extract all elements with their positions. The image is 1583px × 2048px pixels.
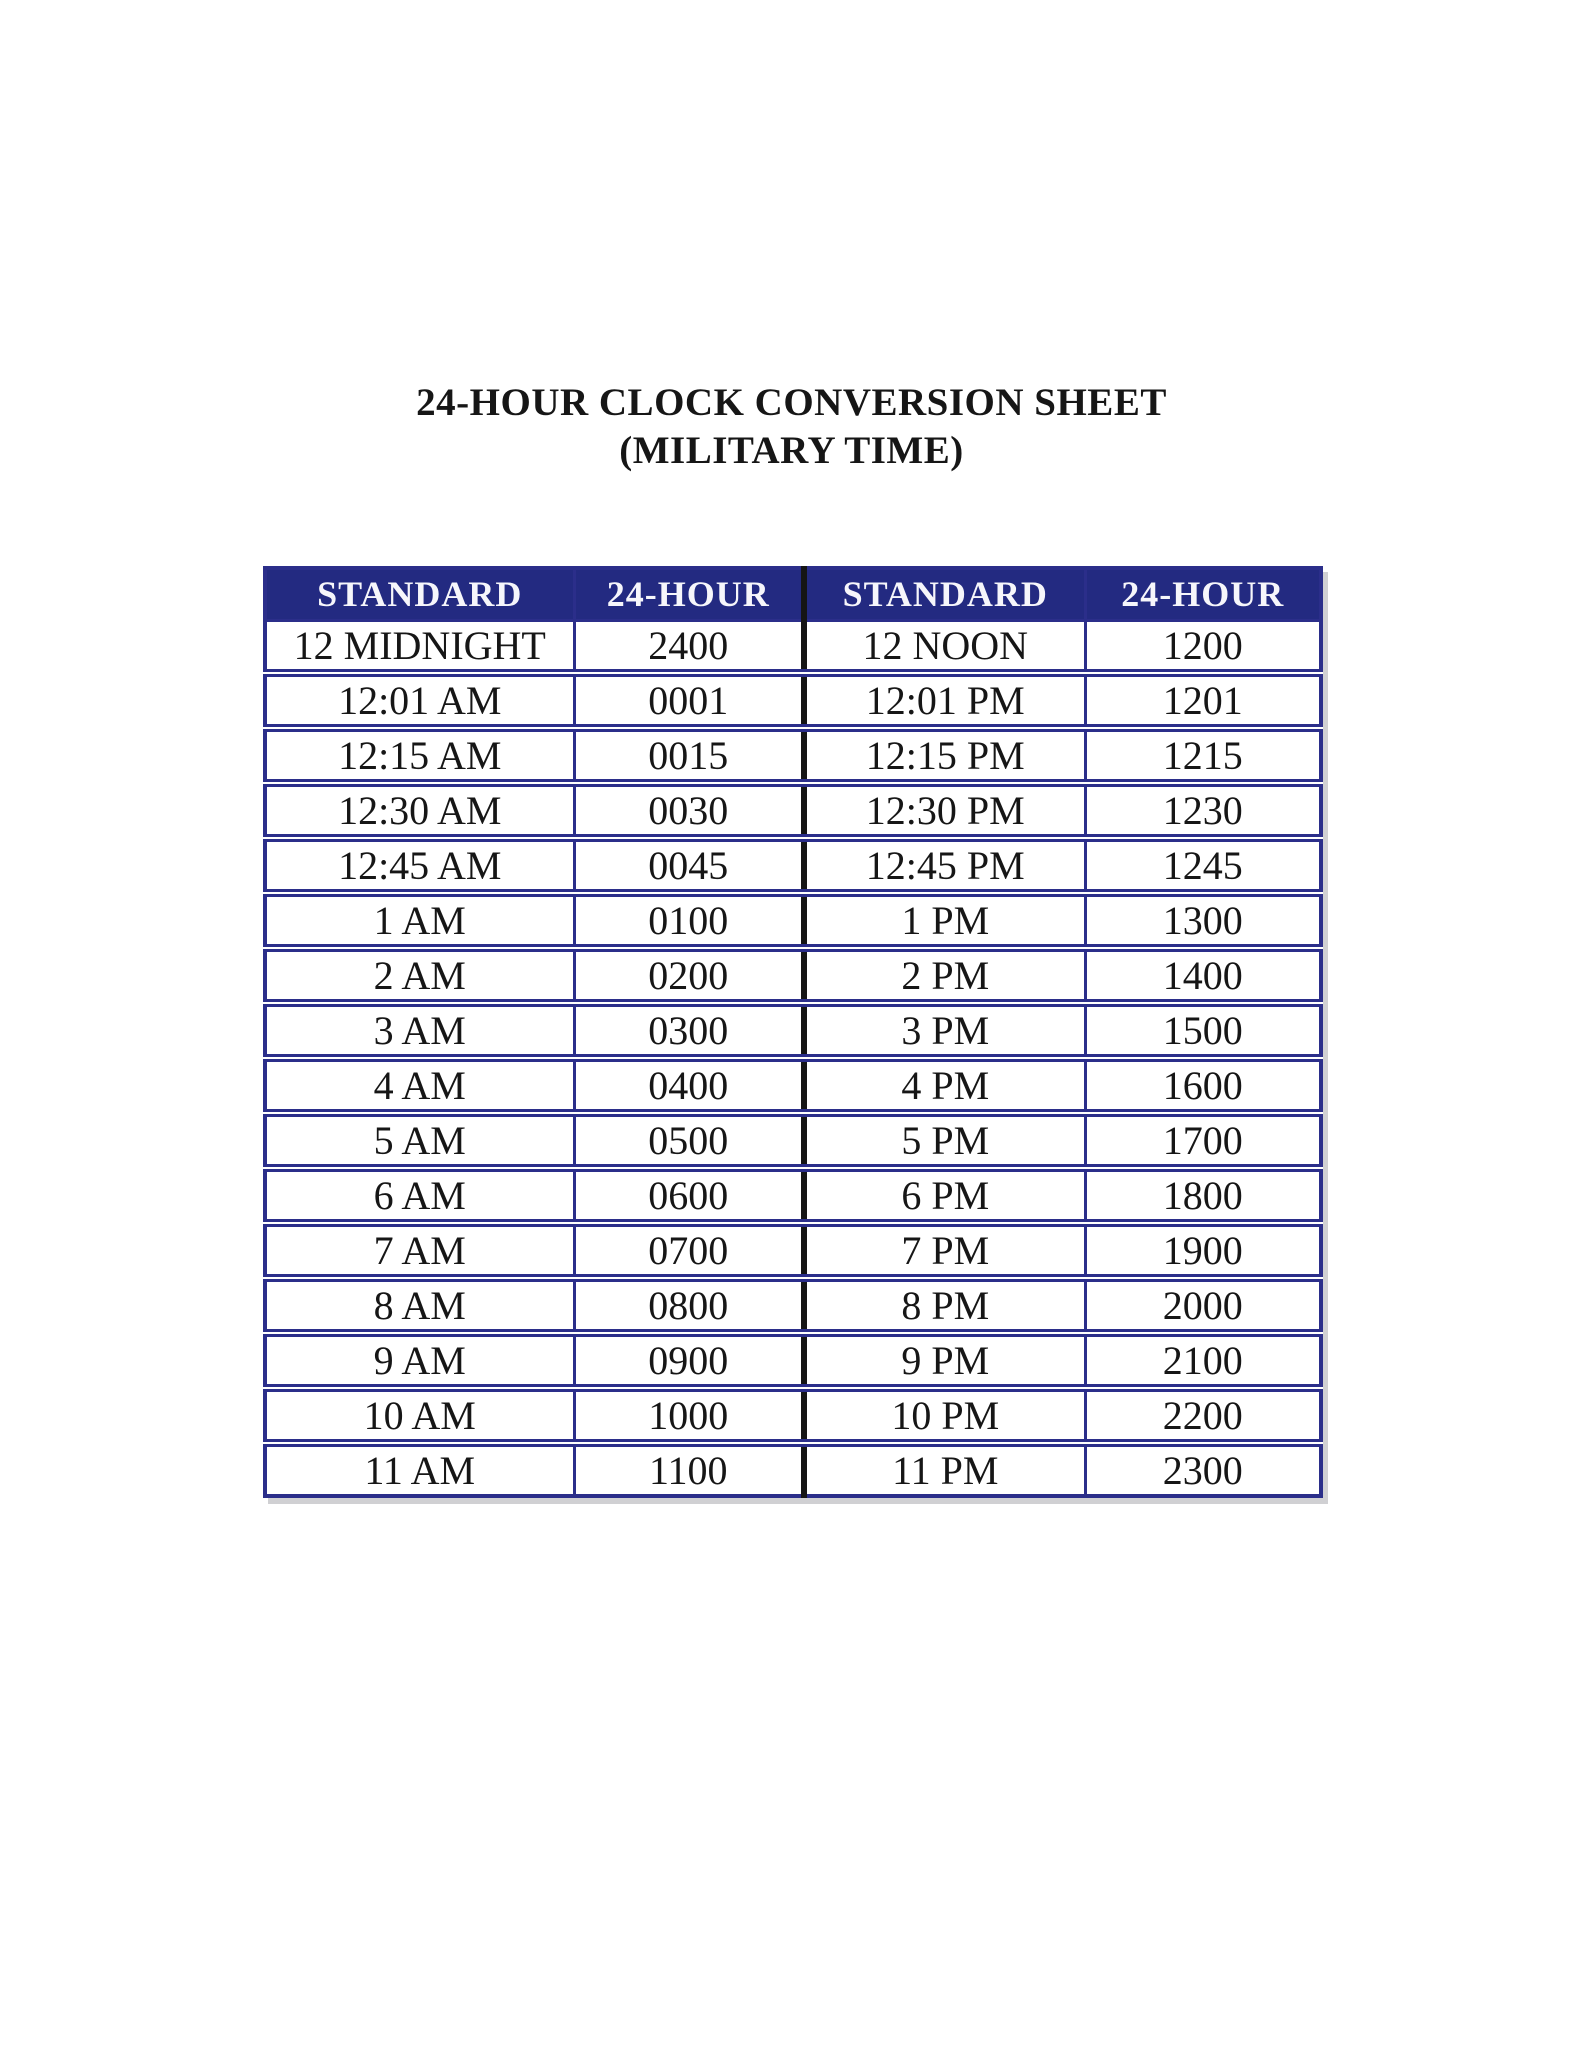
table-row xyxy=(265,1223,1321,1278)
conversion-table-header xyxy=(265,568,1321,620)
table-cell-24hour-left: 0600 xyxy=(574,1168,804,1223)
table-cell-standard-left: 2 AM xyxy=(265,948,574,1003)
table-cell-standard-right: 3 PM xyxy=(804,1003,1085,1058)
table-row xyxy=(265,1003,1321,1058)
table-cell-24hour-left: 0100 xyxy=(574,893,804,948)
table-cell-24hour-left: 1100 xyxy=(574,1443,804,1496)
table-cell-standard-left: 4 AM xyxy=(265,1058,574,1113)
table-cell-24hour-left: 2400 xyxy=(574,620,804,673)
table-row xyxy=(265,1113,1321,1168)
table-cell-standard-right: 11 PM xyxy=(804,1443,1085,1496)
table-cell-standard-left: 12:01 AM xyxy=(265,673,574,728)
table-cell-24hour-right: 1800 xyxy=(1085,1168,1321,1223)
table-row xyxy=(265,783,1321,838)
table-cell-standard-left: 1 AM xyxy=(265,893,574,948)
table-row xyxy=(265,673,1321,728)
table-cell-24hour-right: 1215 xyxy=(1085,728,1321,783)
table-cell-24hour-left: 0300 xyxy=(574,1003,804,1058)
table-cell-standard-left: 12:30 AM xyxy=(265,783,574,838)
table-cell-standard-left: 12:45 AM xyxy=(265,838,574,893)
table-cell-24hour-left: 0045 xyxy=(574,838,804,893)
table-cell-standard-left: 12 MIDNIGHT xyxy=(265,620,574,673)
table-cell-standard-left: 9 AM xyxy=(265,1333,574,1388)
table-cell-standard-left: 3 AM xyxy=(265,1003,574,1058)
table-row xyxy=(265,1388,1321,1443)
table-cell-standard-left: 8 AM xyxy=(265,1278,574,1333)
table-row xyxy=(265,1168,1321,1223)
table-cell-24hour-left: 0200 xyxy=(574,948,804,1003)
header-cell-24hour-right: 24-HOUR xyxy=(1085,568,1321,620)
table-cell-24hour-right: 1500 xyxy=(1085,1003,1321,1058)
table-cell-standard-left: 7 AM xyxy=(265,1223,574,1278)
document-title-line2: (MILITARY TIME) xyxy=(619,429,964,472)
table-cell-standard-right: 12:15 PM xyxy=(804,728,1085,783)
header-cell-standard-right: STANDARD xyxy=(804,568,1085,620)
table-cell-24hour-left: 0500 xyxy=(574,1113,804,1168)
header-cell-24hour-left: 24-HOUR xyxy=(574,568,804,620)
document-title-line1: 24-HOUR CLOCK CONVERSION SHEET xyxy=(416,381,1167,424)
table-cell-24hour-left: 0015 xyxy=(574,728,804,783)
table-cell-standard-right: 10 PM xyxy=(804,1388,1085,1443)
table-cell-standard-left: 6 AM xyxy=(265,1168,574,1223)
table-cell-standard-right: 12:45 PM xyxy=(804,838,1085,893)
table-cell-standard-left: 11 AM xyxy=(265,1443,574,1496)
table-cell-24hour-right: 2000 xyxy=(1085,1278,1321,1333)
table-cell-24hour-right: 1230 xyxy=(1085,783,1321,838)
table-cell-24hour-left: 0700 xyxy=(574,1223,804,1278)
table-cell-24hour-right: 1245 xyxy=(1085,838,1321,893)
table-cell-24hour-right: 2300 xyxy=(1085,1443,1321,1496)
table-cell-24hour-right: 1400 xyxy=(1085,948,1321,1003)
table-cell-standard-right: 1 PM xyxy=(804,893,1085,948)
table-cell-standard-right: 7 PM xyxy=(804,1223,1085,1278)
table-cell-standard-left: 5 AM xyxy=(265,1113,574,1168)
table-row xyxy=(265,948,1321,1003)
conversion-table-body xyxy=(265,620,1321,1496)
table-cell-24hour-left: 0800 xyxy=(574,1278,804,1333)
table-cell-24hour-right: 1600 xyxy=(1085,1058,1321,1113)
table-cell-standard-right: 6 PM xyxy=(804,1168,1085,1223)
table-row xyxy=(265,1443,1321,1496)
table-cell-standard-right: 9 PM xyxy=(804,1333,1085,1388)
table-cell-standard-right: 2 PM xyxy=(804,948,1085,1003)
table-row xyxy=(265,620,1321,673)
table-cell-24hour-right: 1700 xyxy=(1085,1113,1321,1168)
table-cell-24hour-right: 2100 xyxy=(1085,1333,1321,1388)
table-cell-24hour-left: 0001 xyxy=(574,673,804,728)
table-row xyxy=(265,1333,1321,1388)
table-cell-24hour-right: 1200 xyxy=(1085,620,1321,673)
table-row xyxy=(265,838,1321,893)
table-cell-standard-right: 12:30 PM xyxy=(804,783,1085,838)
table-cell-24hour-left: 1000 xyxy=(574,1388,804,1443)
table-row xyxy=(265,893,1321,948)
table-cell-standard-right: 12 NOON xyxy=(804,620,1085,673)
table-cell-standard-left: 12:15 AM xyxy=(265,728,574,783)
table-cell-24hour-right: 2200 xyxy=(1085,1388,1321,1443)
table-cell-standard-right: 8 PM xyxy=(804,1278,1085,1333)
table-cell-standard-right: 5 PM xyxy=(804,1113,1085,1168)
table-cell-24hour-right: 1900 xyxy=(1085,1223,1321,1278)
table-cell-24hour-right: 1300 xyxy=(1085,893,1321,948)
header-row xyxy=(265,568,1321,620)
table-row xyxy=(265,1058,1321,1113)
table-cell-24hour-left: 0900 xyxy=(574,1333,804,1388)
conversion-table xyxy=(263,566,1323,1498)
table-cell-standard-right: 4 PM xyxy=(804,1058,1085,1113)
table-cell-standard-left: 10 AM xyxy=(265,1388,574,1443)
table-cell-24hour-left: 0030 xyxy=(574,783,804,838)
table-cell-24hour-right: 1201 xyxy=(1085,673,1321,728)
document-title xyxy=(0,379,1583,475)
table-cell-standard-right: 12:01 PM xyxy=(804,673,1085,728)
table-cell-24hour-left: 0400 xyxy=(574,1058,804,1113)
table-row xyxy=(265,1278,1321,1333)
table-row xyxy=(265,728,1321,783)
header-cell-standard-left: STANDARD xyxy=(265,568,574,620)
